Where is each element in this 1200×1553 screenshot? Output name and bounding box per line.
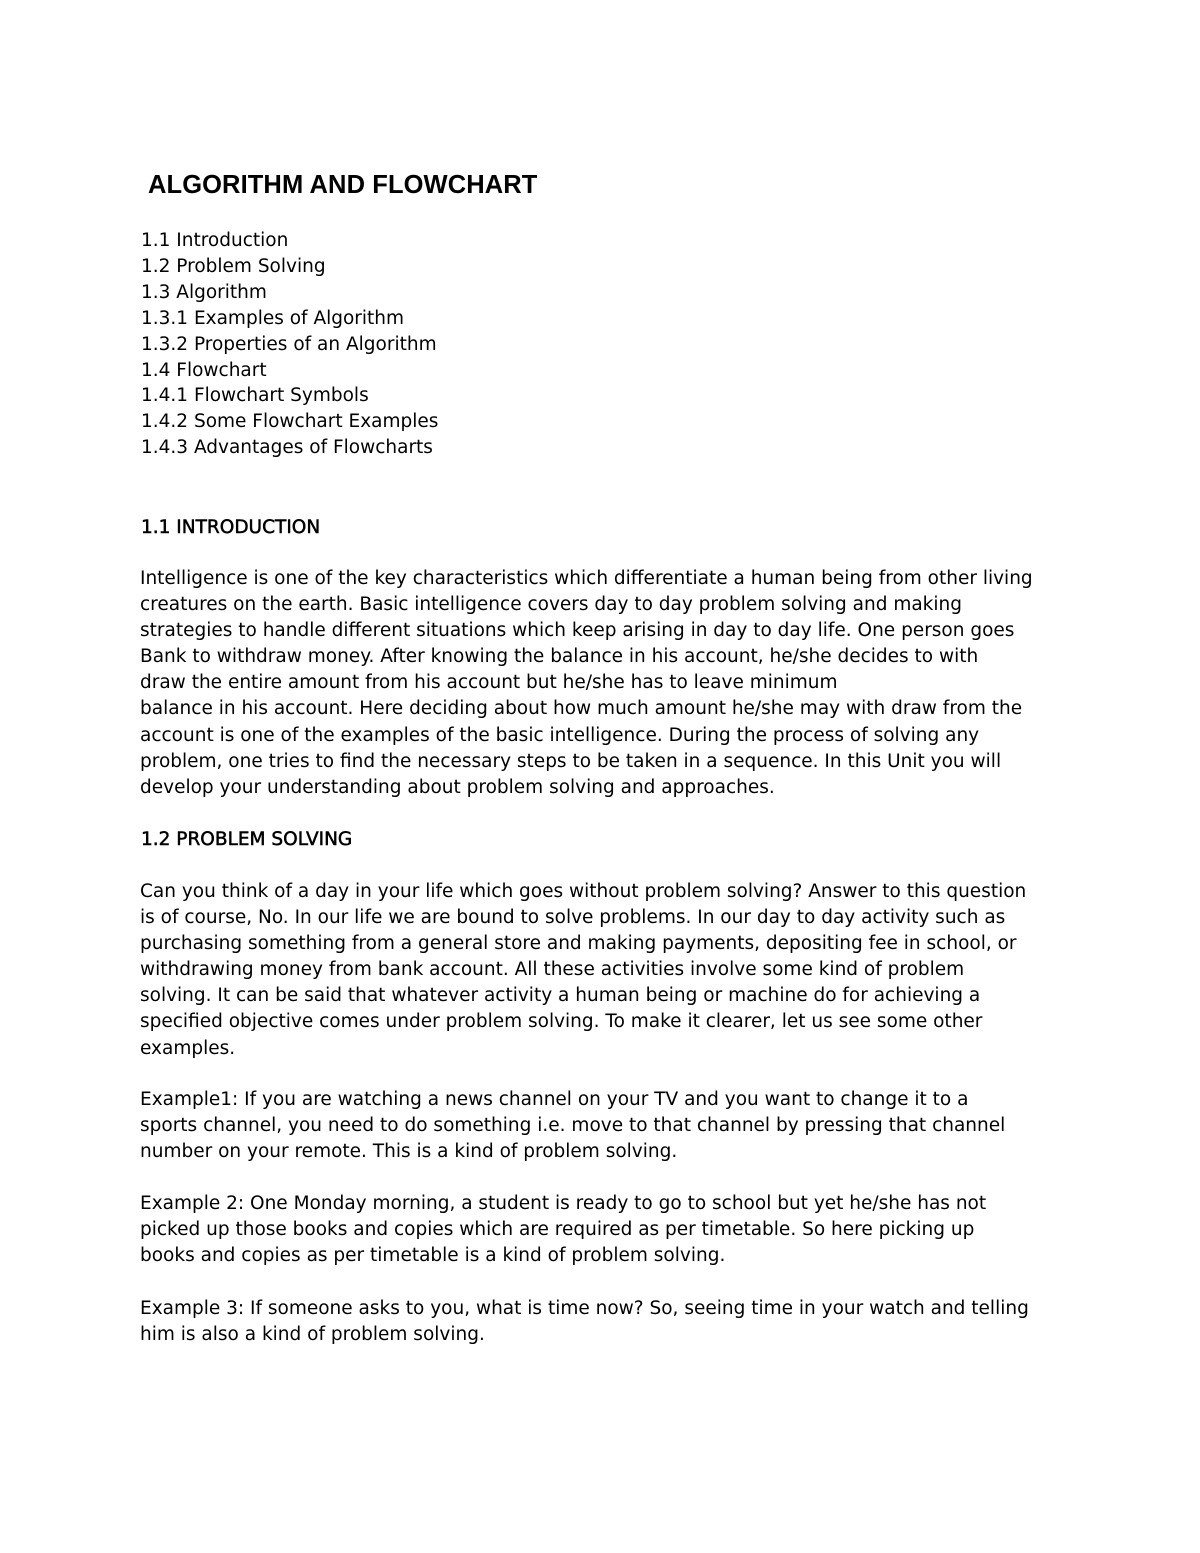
toc-item: 1.4.1 Flowchart Symbols bbox=[141, 385, 369, 407]
paragraph-line: examples. bbox=[140, 1037, 236, 1059]
paragraph-line: sports channel, you need to do something i.e. move to that channel by pressing that channel bbox=[140, 1115, 1006, 1137]
example-3-paragraph bbox=[140, 1296, 1029, 1348]
document-title: ALGORITHM AND FLOWCHART bbox=[148, 171, 538, 199]
paragraph-line: purchasing something from a general store and making payments, depositing fee in school, or bbox=[140, 933, 1017, 955]
toc-item: 1.4.2 Some Flowchart Examples bbox=[141, 411, 439, 433]
paragraph-line: number on your remote. This is a kind of problem solving. bbox=[140, 1141, 678, 1163]
paragraph-line: account is one of the examples of the basic intelligence. During the process of solving any bbox=[140, 724, 980, 746]
toc-item: 1.3.2 Properties of an Algorithm bbox=[141, 333, 437, 355]
paragraph-line: strategies to handle different situations which keep arising in day to day life. One person goes bbox=[140, 620, 1015, 642]
paragraph-line: is of course, No. In our life we are bound to solve problems. In our day to day activity such as bbox=[140, 907, 1006, 929]
toc-item: 1.3 Algorithm bbox=[141, 281, 267, 303]
paragraph-line: him is also a kind of problem solving. bbox=[140, 1324, 485, 1346]
example-2-paragraph bbox=[140, 1191, 986, 1269]
paragraph-line: Example 2: One Monday morning, a student is ready to go to school but yet he/she has not bbox=[140, 1193, 987, 1214]
toc-item: 1.2 Problem Solving bbox=[141, 255, 326, 277]
paragraph-line: solving. It can be said that whatever activity a human being or machine do for achieving a bbox=[140, 985, 981, 1007]
section-heading-introduction: 1.1 INTRODUCTION bbox=[141, 517, 321, 538]
paragraph-line: Example1: If you are watching a news channel on your TV and you want to change it to a bbox=[140, 1089, 969, 1110]
toc-item: 1.1 Introduction bbox=[141, 230, 289, 251]
table-of-contents bbox=[141, 228, 438, 461]
paragraph-line: Bank to withdraw money. After knowing the balance in his account, he/she decides to with bbox=[140, 646, 979, 668]
paragraph-line: draw the entire amount from his account but he/she has to leave minimum bbox=[140, 672, 838, 694]
paragraph-line: withdrawing money from bank account. All these activities involve some kind of problem bbox=[140, 959, 965, 981]
problem-solving-paragraph bbox=[140, 879, 1026, 1062]
paragraph-line: problem, one tries to find the necessary steps to be taken in a sequence. In this Unit you will bbox=[140, 750, 1002, 772]
paragraph-line: develop your understanding about problem solving and approaches. bbox=[140, 776, 775, 798]
paragraph-line: Example 3: If someone asks to you, what is time now? So, seeing time in your watch and telling bbox=[140, 1298, 1029, 1319]
paragraph-line: picked up those books and copies which are required as per timetable. So here picking up bbox=[140, 1219, 975, 1241]
toc-item: 1.4 Flowchart bbox=[141, 359, 267, 381]
paragraph-line: creatures on the earth. Basic intelligence covers day to day problem solving and making bbox=[140, 594, 963, 616]
section-heading-problem-solving: 1.2 PROBLEM SOLVING bbox=[141, 829, 353, 850]
introduction-paragraph bbox=[140, 566, 1033, 801]
paragraph-line: Intelligence is one of the key characteristics which differentiate a human being from other living bbox=[140, 568, 1033, 589]
toc-item: 1.4.3 Advantages of Flowcharts bbox=[141, 437, 433, 459]
paragraph-line: books and copies as per timetable is a kind of problem solving. bbox=[140, 1245, 726, 1267]
paragraph-line: specified objective comes under problem solving. To make it clearer, let us see some other bbox=[140, 1011, 983, 1033]
toc-item: 1.3.1 Examples of Algorithm bbox=[141, 307, 405, 329]
paragraph-line: balance in his account. Here deciding about how much amount he/she may with draw from the bbox=[140, 698, 1023, 720]
paragraph-line: Can you think of a day in your life which goes without problem solving? Answer to this question bbox=[140, 881, 1027, 902]
example-1-paragraph bbox=[140, 1087, 1005, 1165]
